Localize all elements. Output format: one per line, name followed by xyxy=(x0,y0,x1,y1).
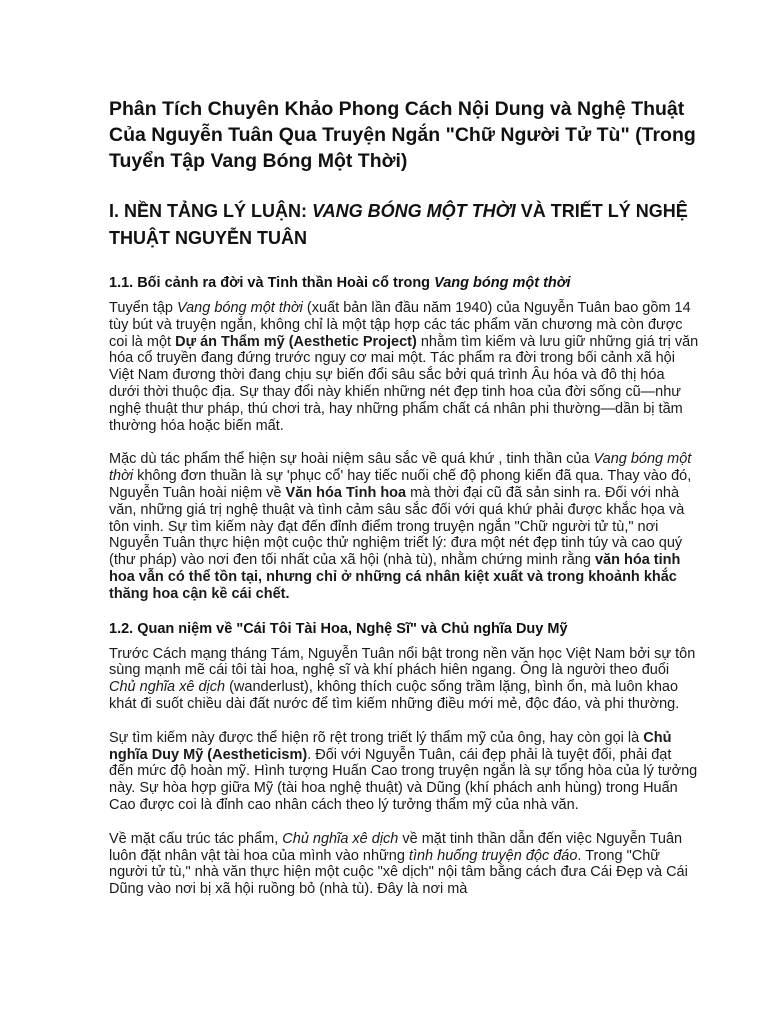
p5-italic-d: tình huống truyện độc đáo xyxy=(408,847,578,864)
p2-italic-b: Vang bóng một thời xyxy=(109,451,692,485)
p1-text-e: nhằm tìm kiếm và lưu giữ những giá trị văn hóa cổ truyền đang đứng trước nguy cơ mai một. Tác phẩm ra đời trong bối cảnh xã hội Việt Nam đương thời đang chịu sự biến đổi sâu sắc bởi quá trình Âu hóa và đô thị hóa dưới thời thuộc địa. Sự thay đổi này khiến những nét đẹp tinh hoa của đời sống cũ—như nghệ thuật thư pháp, thú chơi trà, hay những phẩm chất cá nhân phi thường—dần bị tầm thường hóa hoặc biến mất. xyxy=(109,333,699,434)
p3-italic-b: Chủ nghĩa xê dịch xyxy=(109,679,226,696)
section-heading-1-italic: VANG BÓNG MỘT THỜI xyxy=(312,201,516,221)
p2-text-a: Mặc dù tác phẩm thể hiện sự hoài niệm sâu sắc về quá khứ , tinh thần của xyxy=(109,451,594,468)
section-heading-1-prefix: I. NỀN TẢNG LÝ LUẬN: xyxy=(109,201,312,221)
p1-italic-b: Vang bóng một thời xyxy=(176,300,303,316)
subsection-heading-1-2: 1.2. Quan niệm về "Cái Tôi Tài Hoa, Nghệ Sĩ" và Chủ nghĩa Duy Mỹ xyxy=(109,620,568,637)
p5-text-c: về mặt tinh thần dẫn đến việc Nguyễn Tuân luôn đặt nhân vật tài hoa của mình vào những xyxy=(109,830,683,864)
p5-text-a: Về mặt cấu trúc tác phẩm, xyxy=(109,830,283,847)
p5-italic-b: Chủ nghĩa xê dịch xyxy=(282,830,399,847)
p1-text-a: Tuyển tập xyxy=(109,300,177,316)
p2-bold-d: Văn hóa Tinh hoa xyxy=(285,484,407,501)
subsection-heading-1-1-italic: Vang bóng một thời xyxy=(434,275,571,291)
p4-bold-b: Chủ nghĩa Duy Mỹ (Aestheticism) xyxy=(109,729,672,763)
p4-text-c: . Đối với Nguyễn Tuân, cái đẹp phải là tuyệt đối, phải đạt đến mức độ hoàn mỹ. Hình tượng Huấn Cao trong truyện ngắn là sự tổng hòa của lý tưởng này. Sự hòa hợp giữa Mỹ (tài hoa nghệ thuật) và Dũng (khí phách anh hùng) trong Huấn Cao được coi là đỉnh cao nhân cách theo lý tưởng thẩm mỹ của nhà văn. xyxy=(109,746,698,813)
p5-text-e: . Trong "Chữ người tử tù," nhà văn thực hiện một cuộc "xê dịch" nội tâm bằng cách đưa Cái Đẹp và Cái Dũng vào nơi bị xã hội ruồng bỏ (nhà tù). Đây là nơi mà xyxy=(109,847,688,898)
paragraph-2 xyxy=(109,451,699,602)
p1-bold-d: Dự án Thẩm mỹ (Aesthetic Project) xyxy=(175,333,417,350)
paragraph-3 xyxy=(109,646,699,713)
section-heading-1 xyxy=(109,198,699,252)
subsection-heading-1-1 xyxy=(109,274,699,293)
section-heading-1-suffix: VÀ TRIẾT LÝ NGHỆ THUẬT NGUYỄN TUÂN xyxy=(109,201,688,248)
p4-text-a: Sự tìm kiếm này được thể hiện rõ rệt trong triết lý thẩm mỹ của ông, hay còn gọi là xyxy=(109,729,644,746)
document-title: Phân Tích Chuyên Khảo Phong Cách Nội Dung và Nghệ Thuật Của Nguyễn Tuân Qua Truyện Ngắn "Chữ Người Tử Tù" (Trong Tuyển Tập Vang Bóng Một Thời) xyxy=(109,98,696,172)
p1-text-c: (xuất bản lần đầu năm 1940) của Nguyễn Tuân bao gồm 14 tùy bút và truyện ngắn, không chỉ là một tập hợp các tác phẩm văn chương mà còn được coi là một xyxy=(109,300,691,350)
p2-bold-f: văn hóa tinh hoa vẫn có thể tồn tại, nhưng chỉ ở những cá nhân kiệt xuất và trong khoảnh khắc thăng hoa cận kề cái chết. xyxy=(109,552,681,602)
paragraph-5 xyxy=(109,831,699,898)
p3-text-c: (wanderlust), không thích cuộc sống trầm lặng, bình ổn, mà luôn khao khát đi suốt chiều dài đất nước để tìm kiếm những điều mới mẻ, độc đáo, và phi thường. xyxy=(109,679,680,712)
document-page xyxy=(109,96,699,915)
p2-text-c: không đơn thuần là sự 'phục cổ' hay tiếc nuối chế độ phong kiến đã qua. Thay vào đó, Nguyễn Tuân hoài niệm về xyxy=(109,468,692,501)
p2-text-e: mà thời đại cũ đã sản sinh ra. Đối với nhà văn, những giá trị nghệ thuật và tình cảm sâu sắc đối với quá khứ phải được khắc họa và tôn vinh. Sự tìm kiếm này đạt đến đỉnh điểm trong truyện ngắn "Chữ người tử tù," nơi Nguyễn Tuân thực hiện một cuộc thử nghiệm triết lý: đưa một nét đẹp tinh túy và cao quý (thư pháp) vào nơi đen tối nhất của xã hội (nhà tù), nhằm chứng minh rằng xyxy=(109,484,685,569)
p3-text-a: Trước Cách mạng tháng Tám, Nguyễn Tuân nổi bật trong nền văn học Việt Nam bởi sự tôn sùng mạnh mẽ cái tôi tài hoa, nghệ sĩ và khí phách hiên ngang. Ông là người theo đuổi xyxy=(109,645,696,679)
paragraph-1 xyxy=(109,300,699,434)
subsection-heading-1-1-prefix: 1.1. Bối cảnh ra đời và Tinh thần Hoài cổ trong xyxy=(109,275,435,291)
paragraph-4 xyxy=(109,730,699,814)
